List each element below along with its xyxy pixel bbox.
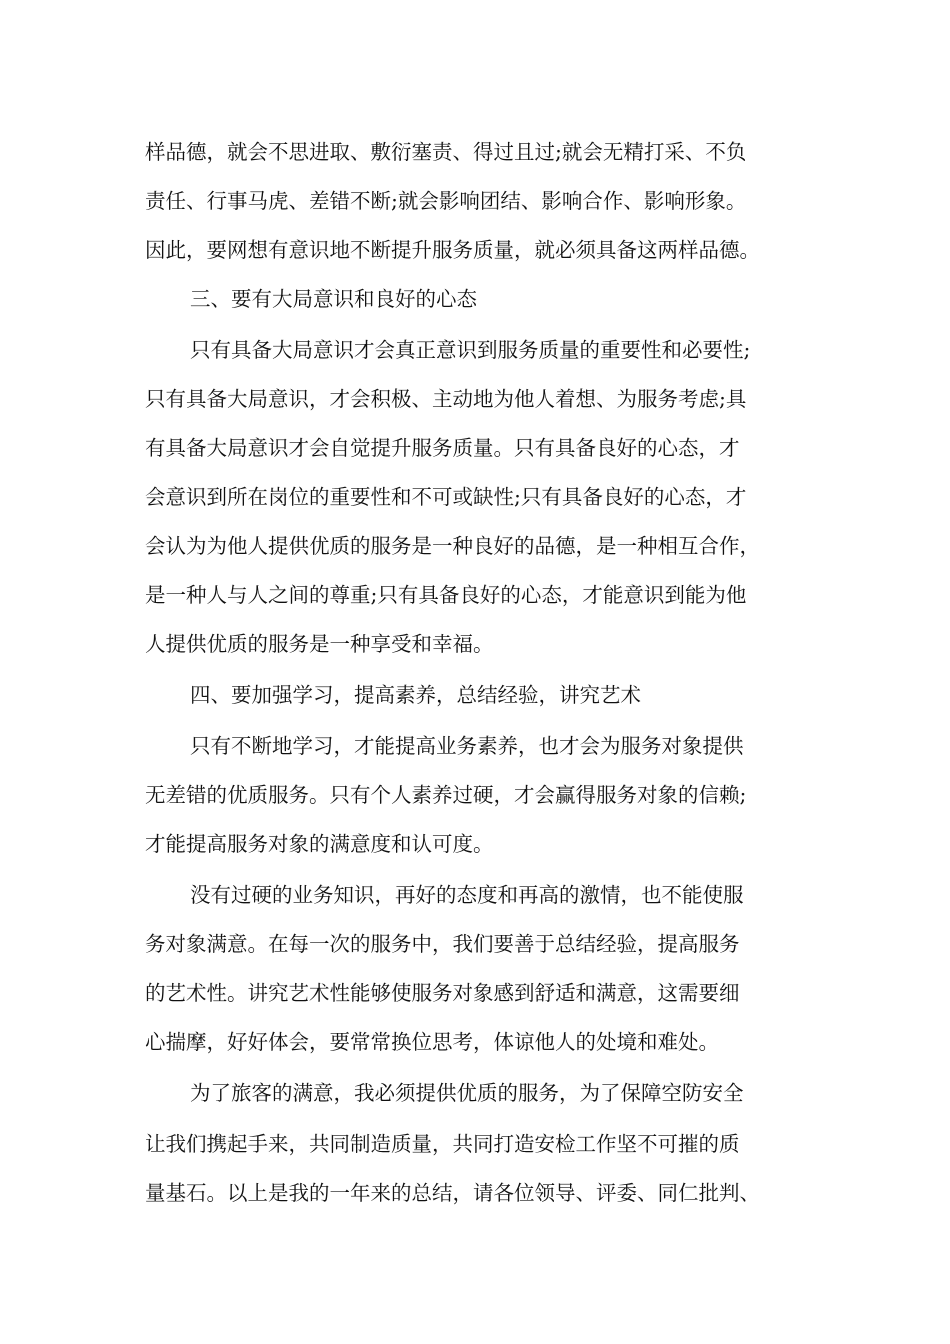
text-line: 样品德，就会不思进取、敷衍塞责、得过且过;就会无精打采、不负 (145, 140, 747, 164)
section-heading: 四、要加强学习，提高素养，总结经验，讲究艺术 (190, 683, 641, 707)
text-line: 因此，要网想有意识地不断提升服务质量，就必须具备这两样品德。 (145, 238, 760, 262)
section-heading: 三、要有大局意识和良好的心态 (190, 287, 477, 311)
text-line: 会意识到所在岗位的重要性和不可或缺性;只有具备良好的心态，才 (145, 485, 747, 509)
text-line: 只有具备大局意识，才会积极、主动地为他人着想、为服务考虑;具 (145, 387, 747, 411)
text-line: 让我们携起手来，共同制造质量，共同打造安检工作坚不可摧的质 (145, 1132, 740, 1156)
text-line: 会认为为他人提供优质的服务是一种良好的品德，是一种相互合作， (145, 534, 760, 558)
text-line: 没有过硬的业务知识，再好的态度和再高的激情，也不能使服 (190, 883, 744, 907)
text-line: 责任、行事马虎、差错不断;就会影响团结、影响合作、影响形象。 (145, 189, 747, 213)
text-line: 只有不断地学习，才能提高业务素养，也才会为服务对象提供 (190, 734, 744, 758)
text-line: 为了旅客的满意，我必须提供优质的服务，为了保障空防安全 (190, 1081, 744, 1105)
text-line: 的艺术性。讲究艺术性能够使服务对象感到舒适和满意，这需要细 (145, 981, 740, 1005)
text-line: 心揣摩，好好体会，要常常换位思考，体谅他人的处境和难处。 (145, 1030, 719, 1054)
text-line: 量基石。以上是我的一年来的总结，请各位领导、评委、同仁批判、 (145, 1181, 760, 1205)
text-line: 有具备大局意识才会自觉提升服务质量。只有具备良好的心态，才 (145, 436, 740, 460)
text-line: 务对象满意。在每一次的服务中，我们要善于总结经验，提高服务 (145, 932, 740, 956)
text-line: 只有具备大局意识才会真正意识到服务质量的重要性和必要性; (190, 338, 751, 362)
text-line: 才能提高服务对象的满意度和认可度。 (145, 832, 494, 856)
text-line: 是一种人与人之间的尊重;只有具备良好的心态，才能意识到能为他 (145, 583, 747, 607)
text-line: 人提供优质的服务是一种享受和幸福。 (145, 632, 494, 656)
text-line: 无差错的优质服务。只有个人素养过硬，才会赢得服务对象的信赖; (145, 783, 747, 807)
